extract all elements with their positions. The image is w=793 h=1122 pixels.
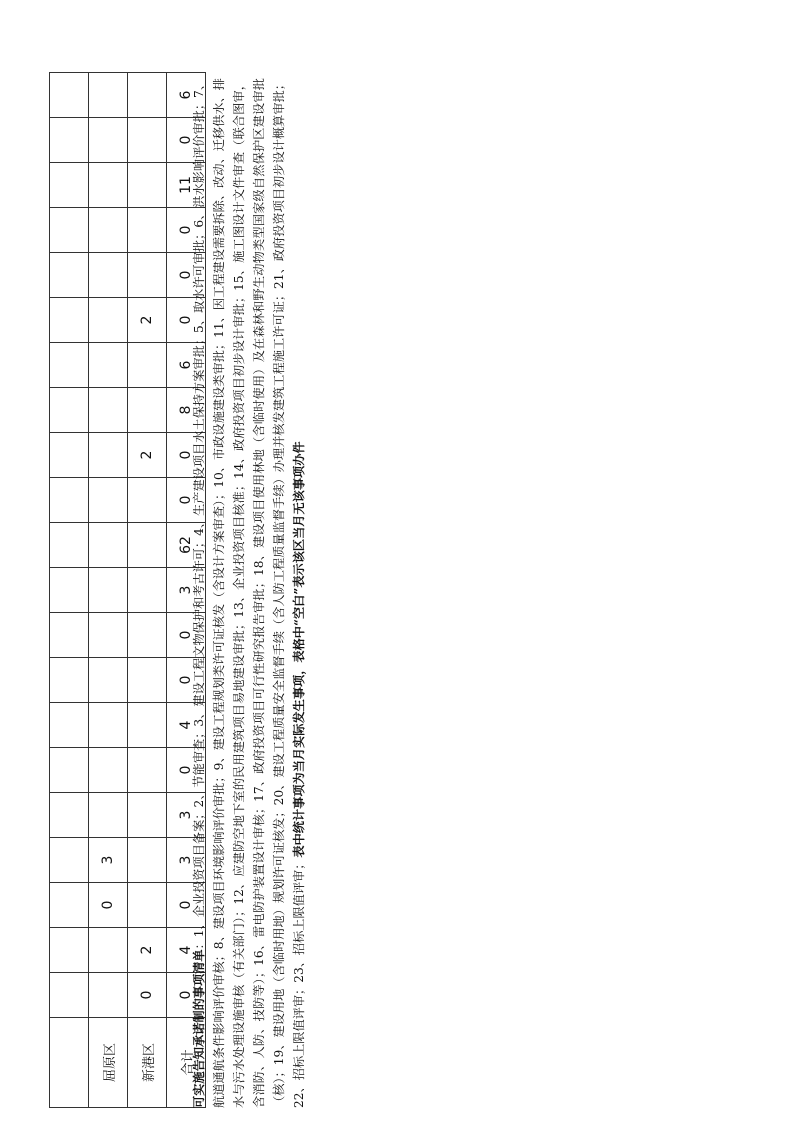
table-cell (50, 118, 89, 163)
table-cell: 3 (167, 568, 206, 613)
table-cell: 4 (167, 703, 206, 748)
table-cell (50, 298, 89, 343)
row-label (50, 1018, 89, 1108)
row-label: 合计 (167, 1018, 206, 1108)
table-cell (89, 298, 128, 343)
table-cell: 4 (167, 928, 206, 973)
table-cell (89, 343, 128, 388)
table-cell (89, 568, 128, 613)
table-cell (89, 208, 128, 253)
table-cell (50, 343, 89, 388)
table-cell (89, 523, 128, 568)
table-cell (89, 793, 128, 838)
table-cell: 2 (128, 928, 167, 973)
table-cell (128, 388, 167, 433)
table-cell: 0 (167, 973, 206, 1018)
table-cell (50, 388, 89, 433)
table-cell (89, 973, 128, 1018)
table-cell: 0 (167, 208, 206, 253)
table-cell (50, 568, 89, 613)
table-cell: 0 (167, 433, 206, 478)
table-cell (50, 253, 89, 298)
notes-paragraph (189, 78, 309, 1108)
table-cell: 0 (167, 883, 206, 928)
table-cell (50, 163, 89, 208)
table-cell (89, 613, 128, 658)
table-cell (128, 253, 167, 298)
table-cell: 0 (167, 613, 206, 658)
table-cell (128, 793, 167, 838)
table-cell (128, 523, 167, 568)
table-cell: 62 (167, 523, 206, 568)
table-cell (50, 613, 89, 658)
table-cell (89, 748, 128, 793)
table-cell (128, 343, 167, 388)
table-cell (50, 73, 89, 118)
table-cell: 3 (167, 793, 206, 838)
table-cell: 0 (128, 973, 167, 1018)
table-cell: 0 (167, 298, 206, 343)
row-label: 屈原区 (89, 1018, 128, 1108)
table-cell (128, 118, 167, 163)
notes-tail: 表中统计事项为当月实际发生事项，表格中“空白”表示该区当月无该事项办件 (292, 441, 306, 858)
table-cell (128, 703, 167, 748)
table-cell: 6 (167, 73, 206, 118)
table-cell (89, 928, 128, 973)
table-cell: 0 (89, 883, 128, 928)
table-cell (128, 568, 167, 613)
table-cell (128, 208, 167, 253)
table-cell: 0 (167, 253, 206, 298)
table-cell (50, 928, 89, 973)
table-cell (89, 433, 128, 478)
table-cell (89, 253, 128, 298)
row-label: 新港区 (128, 1018, 167, 1108)
table-cell: 0 (167, 118, 206, 163)
table-cell (128, 838, 167, 883)
table-cell (89, 658, 128, 703)
table-cell (89, 73, 128, 118)
table-cell (50, 883, 89, 928)
table-cell (128, 748, 167, 793)
table-cell (89, 478, 128, 523)
table-row (128, 73, 167, 1108)
table-cell: 0 (167, 748, 206, 793)
table-cell: 8 (167, 388, 206, 433)
table-cell (128, 658, 167, 703)
notes-heading: 可实施告知承诺制的事项清单 (192, 949, 206, 1108)
table-cell (50, 658, 89, 703)
table-cell (89, 388, 128, 433)
statistics-table (49, 72, 206, 1108)
rotated-page (0, 68, 459, 1108)
table-cell: 0 (167, 658, 206, 703)
table-cell (50, 793, 89, 838)
table-cell: 2 (128, 298, 167, 343)
table-cell (89, 163, 128, 208)
table-cell (128, 478, 167, 523)
table-cell (89, 118, 128, 163)
table-cell (89, 703, 128, 748)
table-cell: 3 (89, 838, 128, 883)
table-cell (50, 208, 89, 253)
table-row (50, 73, 89, 1108)
table-cell (50, 973, 89, 1018)
table-row (89, 73, 128, 1108)
table-cell: 2 (128, 433, 167, 478)
table-cell (50, 838, 89, 883)
table-cell (128, 73, 167, 118)
table-cell: 11 (167, 163, 206, 208)
table-cell (128, 883, 167, 928)
table-cell (50, 478, 89, 523)
table-cell (50, 433, 89, 478)
table-cell (50, 523, 89, 568)
table-cell (128, 163, 167, 208)
table-cell: 3 (167, 838, 206, 883)
table-cell: 0 (167, 478, 206, 523)
table-cell (50, 703, 89, 748)
table-cell (50, 748, 89, 793)
table-cell: 6 (167, 343, 206, 388)
notes-body: ：1、企业投资项目备案；2、节能审查；3、建设工程文物保护和考古许可；4、生产建设项目水土保持方案审批；5、取水许可审批；6、洪水影响评价审批；7、航道通航条件影响评价审核；8、建设项目环境影响评价审批；9、建设工程规划类许可证核发（含设计方案审查）；10、市政设施建设类审批；11、因工程建设需要拆除、改动、迁移供水、排水与污水处理设施审核（有关部门）；12、应建防空地下室的民用建筑项目易地建设审批；13、企业投资项目核准；14、政府投资项目初步设计审批；15、施工图设计文件审查（联合图审，含消防、人防、技防等）；16、雷电防护装置设计审核；17、政府投资项目可行性研究报告审批；18、建设项目使用林地（含临时使用）及在森林和野生动物类型国家级自然保护区建设审批（核）；19、建设用地（含临时用地）规划许可证核发；20、建设工程质量安全监督手续（含人防工程质量监督手续）办理并核发建筑工程施工许可证；21、政府投资项目初步设计概算审批；22、招标上限值评审；23、招标上限值评审； (192, 77, 306, 1108)
table-cell (128, 613, 167, 658)
